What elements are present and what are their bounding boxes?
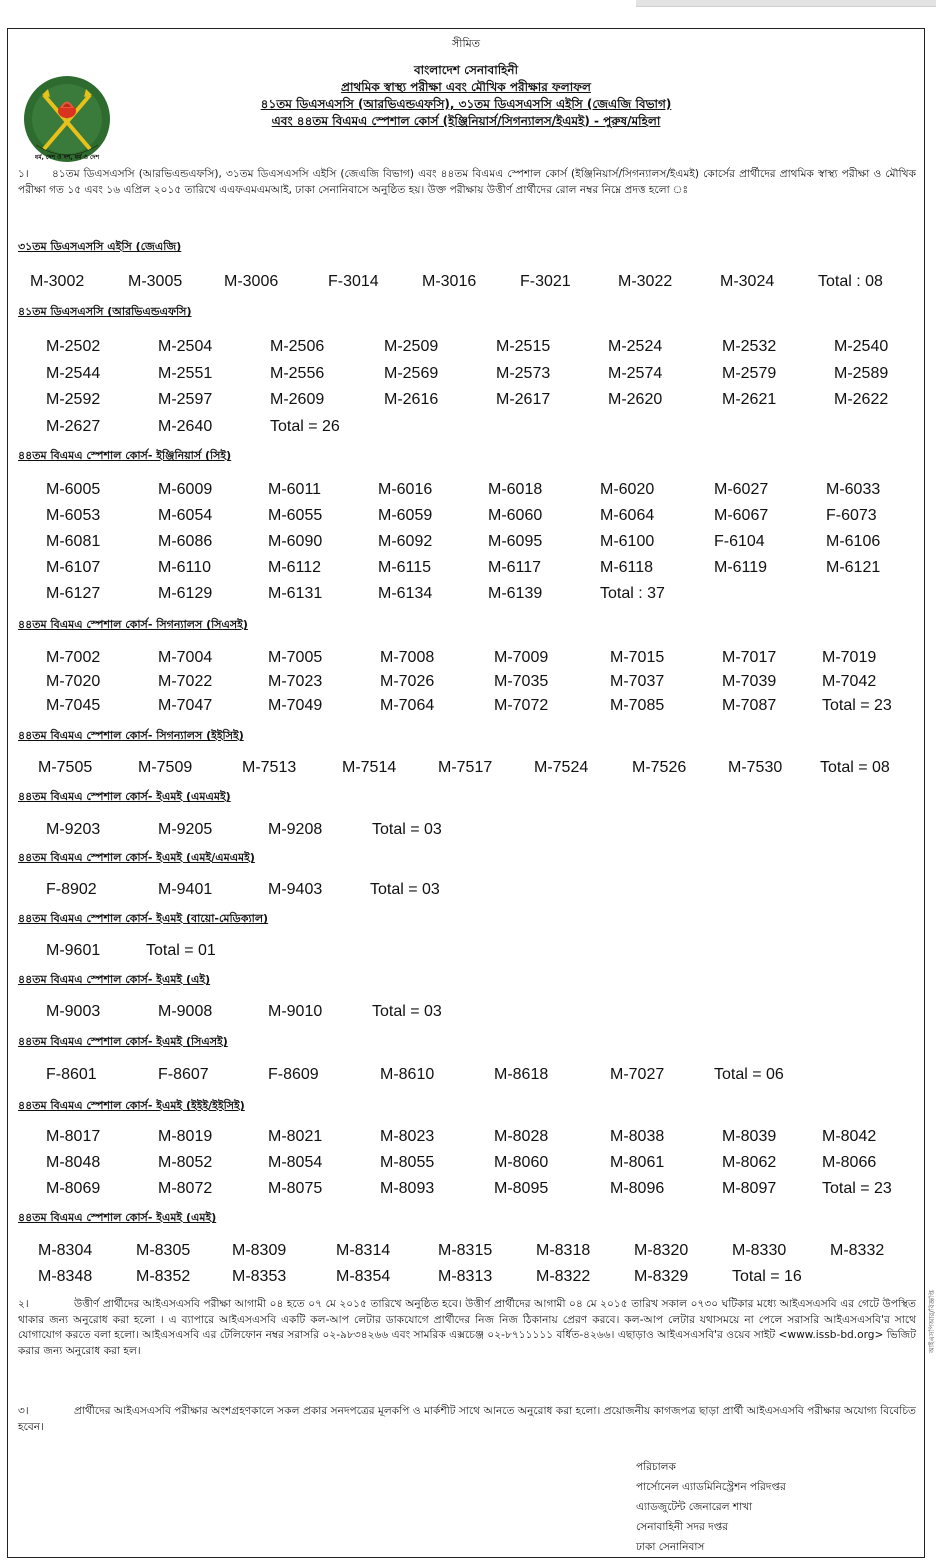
roll-number: M-2504	[158, 338, 213, 355]
roll-number-row	[8, 1002, 924, 1024]
classification-label: সীমিত	[452, 37, 480, 50]
roll-number-row	[8, 558, 924, 580]
roll-number-row	[8, 364, 924, 386]
roll-number: M-7026	[380, 673, 435, 690]
section-total: Total : 37	[600, 585, 665, 602]
course-line-2: এবং ৪৪তম বিএমএ স্পেশাল কোর্স (ইঞ্জিনিয়ার্স/সিগন্যালস/ইএমই) - পুরুষ/মহিলা	[271, 114, 661, 128]
roll-number: M-2551	[158, 365, 213, 382]
roll-number: M-8330	[732, 1242, 787, 1259]
section-total: Total = 03	[370, 881, 440, 898]
roll-number: M-6054	[158, 507, 213, 524]
roll-number: M-2621	[722, 391, 777, 408]
roll-number: M-2532	[722, 338, 777, 355]
roll-number-row	[8, 1267, 924, 1289]
roll-number: M-7017	[722, 649, 777, 666]
roll-number: M-8060	[494, 1154, 549, 1171]
roll-number: M-7037	[610, 673, 665, 690]
roll-number: M-7064	[380, 697, 435, 714]
roll-number: M-6033	[826, 481, 881, 498]
roll-number: M-8042	[822, 1128, 877, 1145]
signature-line: এ্যাডজুটেন্ট জেনারেল শাখা	[636, 1501, 753, 1513]
roll-number: M-2589	[834, 365, 889, 382]
roll-number: M-8066	[822, 1154, 877, 1171]
roll-number: F-8609	[268, 1066, 319, 1083]
roll-number: M-8048	[46, 1154, 101, 1171]
roll-number: M-6118	[600, 559, 654, 576]
roll-number: M-8309	[232, 1242, 287, 1259]
section-total: Total = 03	[372, 1003, 442, 1020]
roll-number: M-8017	[46, 1128, 101, 1145]
roll-number: M-2627	[46, 418, 101, 435]
roll-number: M-6139	[488, 585, 543, 602]
roll-number-row	[8, 941, 924, 963]
roll-number: M-7019	[822, 649, 877, 666]
paragraph-2	[18, 1297, 916, 1359]
roll-number: M-6112	[268, 559, 322, 576]
roll-number: M-6055	[268, 507, 323, 524]
section-title: ৪৪তম বিএমএ স্পেশাল কোর্স- সিগন্যালস (সিএসই)	[18, 618, 248, 631]
roll-number-row	[8, 880, 924, 902]
section-title: ৪১তম ডিএসএসসি (আরভিএন্ডএফসি)	[18, 305, 192, 318]
roll-number: M-6110	[158, 559, 212, 576]
section-total: Total = 23	[822, 697, 892, 714]
roll-number: M-6027	[714, 481, 769, 498]
roll-number: M-9010	[268, 1003, 323, 1020]
roll-number: M-2524	[608, 338, 663, 355]
roll-number: M-7085	[610, 697, 665, 714]
roll-number: M-3022	[618, 273, 673, 290]
roll-number: M-2592	[46, 391, 101, 408]
signature-line: পার্সোনেল এ্যাডমিনিস্ট্রেশন পরিদপ্তর	[636, 1481, 786, 1493]
roll-number: M-6064	[600, 507, 655, 524]
roll-number: M-8095	[494, 1180, 549, 1197]
roll-number-row	[8, 1153, 924, 1175]
roll-number: M-8055	[380, 1154, 435, 1171]
section-title: ৪৪তম বিএমএ স্পেশাল কোর্স- ইএমই (বায়ো-মেডিক্যাল)	[18, 912, 269, 925]
roll-number: M-7022	[158, 673, 213, 690]
roll-number: M-6134	[378, 585, 433, 602]
roll-number: M-2620	[608, 391, 663, 408]
roll-number: M-7505	[38, 759, 93, 776]
roll-number: M-8021	[268, 1128, 323, 1145]
section-total: Total = 01	[146, 942, 216, 959]
section-title: ৪৪তম বিএমএ স্পেশাল কোর্স- ইএমই (সিএসই)	[18, 1035, 228, 1048]
roll-number: M-7514	[342, 759, 397, 776]
roll-number: M-2556	[270, 365, 325, 382]
roll-number: M-3024	[720, 273, 775, 290]
roll-number: M-3016	[422, 273, 477, 290]
roll-number: M-6107	[46, 559, 101, 576]
roll-number-row	[8, 1127, 924, 1149]
section-title: ৪৪তম বিএমএ স্পেশাল কোর্স- ইএমই (এই)	[18, 973, 211, 986]
roll-number: M-2515	[496, 338, 551, 355]
paragraph-number: ২।	[18, 1298, 29, 1310]
roll-number: M-2640	[158, 418, 213, 435]
roll-number: M-6129	[158, 585, 213, 602]
roll-number: M-8061	[610, 1154, 665, 1171]
roll-number: M-7526	[632, 759, 687, 776]
roll-number: M-7039	[722, 673, 777, 690]
roll-number: M-7087	[722, 697, 777, 714]
roll-number: M-2544	[46, 365, 101, 382]
roll-number: F-8607	[158, 1066, 209, 1083]
roll-number: M-2540	[834, 338, 889, 355]
roll-number: M-8332	[830, 1242, 885, 1259]
roll-number: M-7005	[268, 649, 323, 666]
roll-number-row	[8, 272, 924, 294]
section-total: Total = 08	[820, 759, 890, 776]
roll-number: M-9003	[46, 1003, 101, 1020]
roll-number-row	[8, 390, 924, 412]
section-total: Total = 06	[714, 1066, 784, 1083]
roll-number: M-8054	[268, 1154, 323, 1171]
roll-number: M-6092	[378, 533, 433, 550]
roll-number: M-2574	[608, 365, 663, 382]
roll-number: M-8320	[634, 1242, 689, 1259]
roll-number: M-7027	[610, 1066, 665, 1083]
roll-number: M-7517	[438, 759, 493, 776]
roll-number-row	[8, 1065, 924, 1087]
signature-line: সেনাবাহিনী সদর দপ্তর	[636, 1521, 729, 1533]
section-title: ৪৪তম বিএমএ স্পেশাল কোর্স- ইঞ্জিনিয়ার্স (সিই)	[18, 449, 232, 462]
roll-number: M-2616	[384, 391, 439, 408]
section-title: ৪৪তম বিএমএ স্পেশাল কোর্স- ইএমই (ইইই/ইইসিই)	[18, 1099, 245, 1112]
document-frame	[7, 28, 925, 1558]
roll-number: M-7009	[494, 649, 549, 666]
roll-number: M-8318	[536, 1242, 591, 1259]
roll-number: M-2609	[270, 391, 325, 408]
roll-number: M-8096	[610, 1180, 665, 1197]
document-title: প্রাথমিক স্বাস্থ্য পরীক্ষা এবং মৌখিক পরীক্ষার ফলাফল	[341, 80, 591, 94]
roll-number: M-2617	[496, 391, 551, 408]
roll-number: F-3021	[520, 273, 571, 290]
roll-number: M-7524	[534, 759, 589, 776]
roll-number: M-7509	[138, 759, 193, 776]
roll-number: M-6016	[378, 481, 433, 498]
roll-number: M-8038	[610, 1128, 665, 1145]
roll-number-row	[8, 672, 924, 694]
roll-number: M-8610	[380, 1066, 435, 1083]
roll-number: M-8075	[268, 1180, 323, 1197]
roll-number: M-7008	[380, 649, 435, 666]
document-header	[8, 35, 924, 130]
roll-number-row	[8, 820, 924, 842]
roll-number: M-7042	[822, 673, 877, 690]
paragraph-number: ৩।	[18, 1405, 29, 1417]
section-total: Total = 03	[372, 821, 442, 838]
roll-number: M-9401	[158, 881, 213, 898]
section-title: ৪৪তম বিএমএ স্পেশাল কোর্স- ইএমই (এমই/এমএমই)	[18, 851, 255, 864]
roll-number-row	[8, 584, 924, 606]
paragraph-number: ১।	[18, 168, 29, 180]
roll-number: M-8314	[336, 1242, 391, 1259]
roll-number: M-6011	[268, 481, 322, 498]
roll-number: M-8304	[38, 1242, 93, 1259]
roll-number: M-9403	[268, 881, 323, 898]
roll-number: M-8072	[158, 1180, 213, 1197]
roll-number: M-8354	[336, 1268, 391, 1285]
roll-number: M-6067	[714, 507, 769, 524]
roll-number: M-8069	[46, 1180, 101, 1197]
roll-number: M-6131	[268, 585, 323, 602]
roll-number: M-7530	[728, 759, 783, 776]
roll-number: M-2502	[46, 338, 101, 355]
signature-line: ঢাকা সেনানিবাস	[636, 1541, 705, 1553]
roll-number: M-8039	[722, 1128, 777, 1145]
section-title: ৩১তম ডিএসএসসি এইসি (জেএজি)	[18, 240, 182, 253]
paragraph-text: উত্তীর্ণ প্রার্থীদের আইএসএসবি পরীক্ষা আগামী ০৪ হতে ০৭ মে ২০১৫ তারিখে অনুষ্ঠিত হবে। উত্তীর্ণ প্রার্থীদের আগামী ০৪ মে ২০১৫ তারিখ সকাল ০৭৩০ ঘটিকার মধ্যে আইএসএসবি এর গেটে উপস্থিত থাকার জন্য অনুরোধ করা হলো । এ ব্যাপারে আইএসএসবি একটি কল-আপ লেটার ডাকযোগে প্রার্থীদের নিজ নিজ ঠিকানায় প্রেরণ করবে। কল-আপ লেটার যথাসময়ে না পেলে সরাসরি আইএসএসবি'র সাথে যোগাযোগ করতে বলা হলো। আইএসএসবি এর টেলিফোন নম্বর সরাসরি ০২-৯৮৩৪২৬৬ এবং সামরিক এক্সচেঞ্জ ০২-৮৭১১১১১ বর্ধিত-৪২৬৬। এছাড়াও আইএসএসবি'র ওয়েব সাইট <www.issb-bd.org> ভিজিট করার জন্য অনুরোধ করা হল।	[18, 1298, 916, 1357]
roll-number: M-6117	[488, 559, 542, 576]
roll-number: M-8352	[136, 1268, 191, 1285]
roll-number: M-7045	[46, 697, 101, 714]
emblem-motto: ধর্ম, দেশ ও দশ, ধর্ম ও দেশ	[34, 154, 100, 161]
course-line-1: ৪১তম ডিএসএসসি (আরভিএন্ডএফসি), ৩১তম ডিএসএসসি এইসি (জেএজি বিভাগ)	[260, 97, 672, 111]
roll-number: M-7072	[494, 697, 549, 714]
paragraph-text: প্রার্থীদের আইএসএসবি পরীক্ষার অংশগ্রহণকালে সকল প্রকার সনদপত্রের মূলকপি ও মার্কশীট সাথে আনতে অনুরোধ করা হলো। প্রয়োজনীয় কাগজপত্র ছাড়া প্রার্থী আইএসএসবি পরীক্ষার অযোগ্য বিবেচিত হবেন।	[18, 1405, 916, 1433]
roll-number: M-6005	[46, 481, 101, 498]
roll-number: M-6121	[826, 559, 881, 576]
roll-number: M-2506	[270, 338, 325, 355]
roll-number: M-6100	[600, 533, 655, 550]
roll-number: M-2509	[384, 338, 439, 355]
roll-number: M-7002	[46, 649, 101, 666]
roll-number: M-2622	[834, 391, 889, 408]
roll-number-row	[8, 337, 924, 359]
roll-number: M-9203	[46, 821, 101, 838]
roll-number-row	[8, 758, 924, 780]
roll-number: M-8313	[438, 1268, 493, 1285]
roll-number: M-8023	[380, 1128, 435, 1145]
roll-number: M-8353	[232, 1268, 287, 1285]
roll-number-row	[8, 506, 924, 528]
roll-number: M-7035	[494, 673, 549, 690]
roll-number: F-8902	[46, 881, 97, 898]
roll-number: M-9208	[268, 821, 323, 838]
roll-number: M-7015	[610, 649, 665, 666]
roll-number: M-6053	[46, 507, 101, 524]
roll-number: M-6081	[46, 533, 101, 550]
roll-number: M-8315	[438, 1242, 493, 1259]
paragraph-3	[18, 1404, 916, 1435]
roll-number: M-8305	[136, 1242, 191, 1259]
roll-number: M-6086	[158, 533, 213, 550]
roll-number: M-9008	[158, 1003, 213, 1020]
roll-number: M-6090	[268, 533, 323, 550]
roll-number: M-8329	[634, 1268, 689, 1285]
roll-number: M-6115	[378, 559, 432, 576]
roll-number-row	[8, 1241, 924, 1263]
signature-line: পরিচালক	[636, 1461, 676, 1473]
roll-number: M-7047	[158, 697, 213, 714]
roll-number: M-7513	[242, 759, 297, 776]
roll-number: M-7049	[268, 697, 323, 714]
roll-number: M-8618	[494, 1066, 549, 1083]
roll-number: M-6119	[714, 559, 768, 576]
roll-number: M-6009	[158, 481, 213, 498]
side-note: আইএসপিআর/বিজ্ঞপ্তি	[928, 1290, 936, 1354]
roll-number: M-7023	[268, 673, 323, 690]
paragraph-1	[18, 167, 916, 198]
roll-number: F-6073	[826, 507, 877, 524]
section-title: ৪৪তম বিএমএ স্পেশাল কোর্স- ইএমই (এমই)	[18, 1211, 217, 1224]
roll-number-row	[8, 480, 924, 502]
roll-number: M-8348	[38, 1268, 93, 1285]
section-title: ৪৪তম বিএমএ স্পেশাল কোর্স- ইএমই (এমএমই)	[18, 790, 231, 803]
roll-number: F-8601	[46, 1066, 97, 1083]
roll-number: M-6020	[600, 481, 655, 498]
roll-number: M-6059	[378, 507, 433, 524]
roll-number: M-6127	[46, 585, 101, 602]
roll-number: M-8097	[722, 1180, 777, 1197]
roll-number: M-3006	[224, 273, 279, 290]
roll-number-row	[8, 696, 924, 718]
roll-number: M-8052	[158, 1154, 213, 1171]
roll-number-row	[8, 417, 924, 439]
roll-number: M-6060	[488, 507, 543, 524]
roll-number: F-3014	[328, 273, 379, 290]
roll-number: M-3002	[30, 273, 85, 290]
roll-number: M-8322	[536, 1268, 591, 1285]
section-total: Total = 23	[822, 1180, 892, 1197]
roll-number: M-9601	[46, 942, 101, 959]
roll-number: M-7020	[46, 673, 101, 690]
section-total: Total = 16	[732, 1268, 802, 1285]
roll-number: M-3005	[128, 273, 183, 290]
roll-number: M-6018	[488, 481, 543, 498]
roll-number: M-2569	[384, 365, 439, 382]
roll-number: M-6106	[826, 533, 881, 550]
roll-number-row	[8, 648, 924, 670]
organization-name: বাংলাদেশ সেনাবাহিনী	[413, 63, 519, 77]
section-total: Total = 26	[270, 418, 340, 435]
roll-number: M-2597	[158, 391, 213, 408]
roll-number: M-6095	[488, 533, 543, 550]
roll-number: M-7004	[158, 649, 213, 666]
roll-number: M-2573	[496, 365, 551, 382]
roll-number: M-8019	[158, 1128, 213, 1145]
roll-number-row	[8, 1179, 924, 1201]
roll-number: M-8028	[494, 1128, 549, 1145]
roll-number: M-8093	[380, 1180, 435, 1197]
roll-number: M-8062	[722, 1154, 777, 1171]
roll-number-row	[8, 532, 924, 554]
top-corner-tab	[636, 0, 936, 7]
section-title: ৪৪তম বিএমএ স্পেশাল কোর্স- সিগন্যালস (ইইসিই)	[18, 729, 244, 742]
paragraph-text: ৪১তম ডিএসএসসি (আরভিএন্ডএফসি), ৩১তম ডিএসএসসি এইসি (জেএজি বিভাগ) এবং ৪৪তম বিএমএ স্পেশাল কোর্স (ইঞ্জিনিয়ার্স/সিগন্যালস/ইএমই) কোর্সের প্রার্থীদের প্রাথমিক স্বাস্থ্য পরীক্ষা ও মৌখিক পরীক্ষা গত ১৫ এবং ১৬ এপ্রিল ২০১৫ তারিখে এএফএমএমআই, ঢাকা সেনানিবাসে অনুষ্ঠিত হয়। উক্ত পরীক্ষায় উত্তীর্ণ প্রার্থীদের রোল নম্বর নিম্নে প্রদত্ত হলো ঃ	[18, 168, 916, 196]
roll-number: M-9205	[158, 821, 213, 838]
roll-number: M-2579	[722, 365, 777, 382]
section-total: Total : 08	[818, 273, 883, 290]
roll-number: F-6104	[714, 533, 765, 550]
